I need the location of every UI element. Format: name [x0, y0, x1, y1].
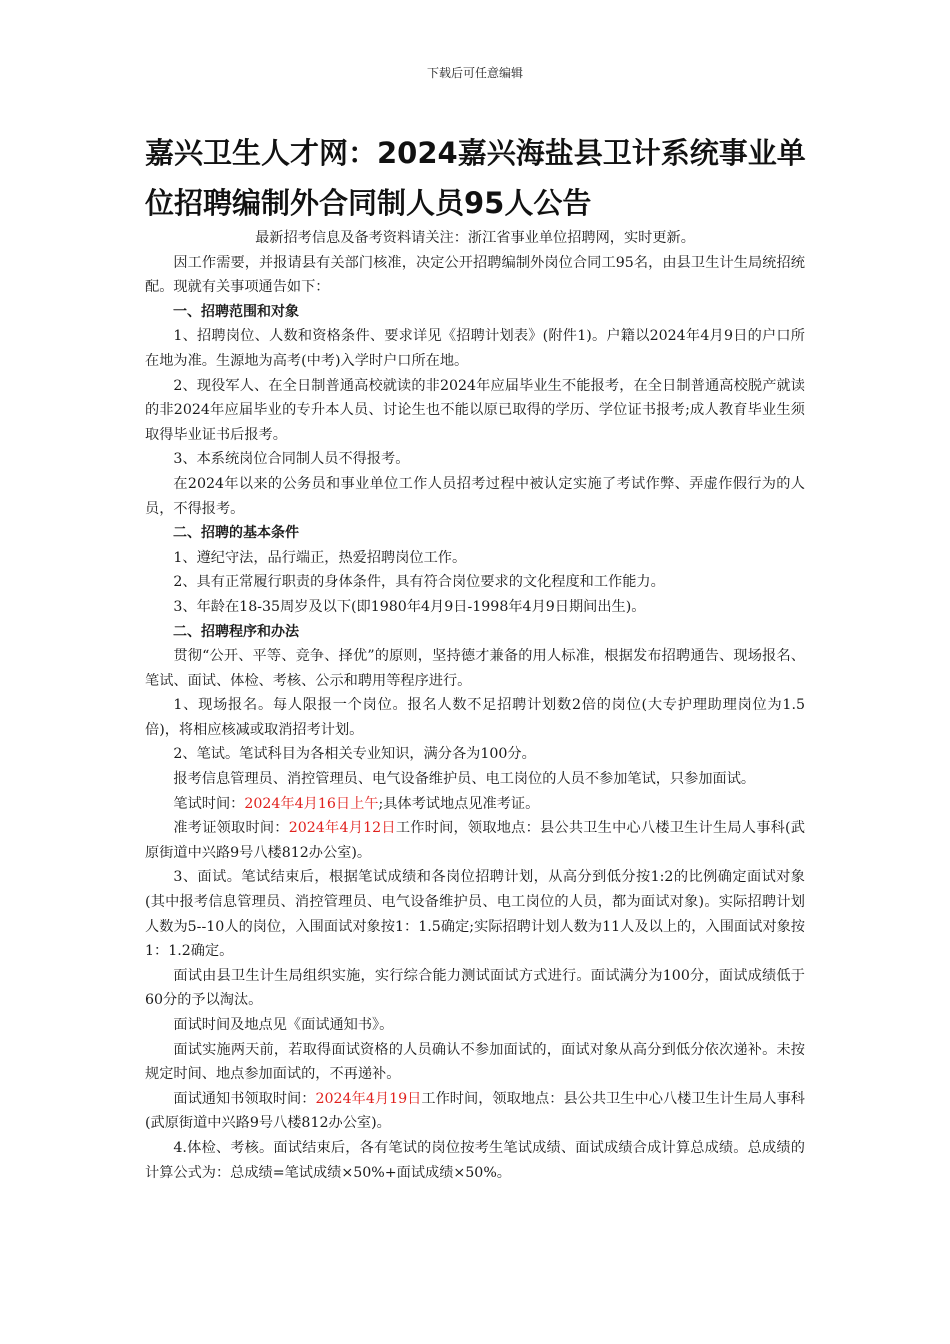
page-title: 嘉兴卫生人才网：2024嘉兴海盐县卫计系统事业单位招聘编制外合同制人员95人公告 — [145, 136, 806, 220]
paragraph-admission-ticket — [145, 816, 805, 865]
paragraph: 1、现场报名。每人限报一个岗位。报名人数不足招聘计划数2倍的岗位(大专护理助理岗位为1.5倍)，将相应核减或取消招考计划。 — [145, 697, 805, 738]
paragraph: 3、年龄在18-35周岁及以下(即1980年4月9日-1998年4月9日期间出生)。 — [173, 598, 646, 615]
header-note: 下载后可任意编辑 — [426, 66, 523, 80]
body-text: ;具体考试地点见准考证。 — [378, 795, 540, 812]
section-heading-3: 二、招聘程序和办法 — [173, 623, 299, 640]
section-heading-2: 二、招聘的基本条件 — [173, 525, 299, 542]
label-text: 笔试时间： — [173, 795, 245, 812]
section-heading-1: 一、招聘范围和对象 — [173, 303, 299, 320]
paragraph-interview-notice — [145, 1087, 805, 1136]
paragraph: 面试由县卫生计生局组织实施，实行综合能力测试面试方式进行。面试满分为100分，面试成绩低于60分的予以淘汰。 — [145, 967, 805, 1009]
paragraph: 面试时间及地点见《面试通知书》。 — [173, 1017, 394, 1033]
paragraph: 2、笔试。笔试科目为各相关专业知识，满分各为100分。 — [173, 746, 536, 763]
body-text: 工作时间，领取地点：县公共卫生中心八楼卫生计生局人事科(武原街道中兴路9号八楼812办公室)。 — [145, 1090, 805, 1132]
paragraph-written-exam-time — [145, 792, 805, 817]
highlight-date: 2024年4月12日 — [288, 820, 396, 837]
body-text: 工作时间，领取地点：县公共卫生中心八楼卫生计生局人事科(武原街道中兴路9号八楼812办公室)。 — [145, 820, 805, 861]
paragraph: 1、招聘岗位、人数和资格条件、要求详见《招聘计划表》(附件1)。户籍以2024年4月9日的户口所在地为准。生源地为高考(中考)入学时户口所在地。 — [145, 328, 805, 369]
highlight-date: 2024年4月19日 — [315, 1090, 422, 1107]
paragraph: 2、具有正常履行职责的身体条件，具有符合岗位要求的文化程度和工作能力。 — [173, 574, 665, 591]
paragraph: 3、面试。笔试结束后，根据笔试成绩和各岗位招聘计划，从高分到低分按1:2的比例确定面试对象(其中报考信息管理员、消控管理员、电气设备维护员、电工岗位的人员，都为面试对象)。实际招聘计划人数为5--10人的岗位，入围面试对象按1：1.5确定;实际招聘计划人数为11人及以上的，入围面试对象按1：1.2确定。 — [145, 869, 805, 960]
paragraph: 4.体检、考核。面试结束后，各有笔试的岗位按考生笔试成绩、面试成绩合成计算总成绩。总成绩的计算公式为：总成绩=笔试成绩×50%+面试成绩×50%。 — [145, 1139, 805, 1181]
document-body — [145, 226, 805, 1185]
paragraph: 贯彻“公开、平等、竞争、择优”的原则，坚持德才兼备的用人标准，根据发布招聘通告、现场报名、笔试、面试、体检、考核、公示和聘用等程序进行。 — [145, 648, 805, 689]
paragraph: 报考信息管理员、消控管理员、电气设备维护员、电工岗位的人员不参加笔试，只参加面试。 — [173, 771, 756, 788]
paragraph: 3、本系统岗位合同制人员不得报考。 — [173, 451, 410, 468]
paragraph: 2、现役军人、在全日制普通高校就读的非2024年应届毕业生不能报考，在全日制普通高校脱产就读的非2024年应届毕业的专升本人员、讨论生也不能以原已取得的学历、学位证书报考;成人教育毕业生须取得毕业证书后报考。 — [145, 377, 805, 443]
paragraph: 面试实施两天前，若取得面试资格的人员确认不参加面试的，面试对象从高分到低分依次递补。未按规定时间、地点参加面试的，不再递补。 — [145, 1041, 805, 1083]
paragraph: 1、遵纪守法，品行端正，热爱招聘岗位工作。 — [173, 549, 467, 566]
label-text: 面试通知书领取时间： — [173, 1090, 316, 1107]
paragraph: 在2024年以来的公务员和事业单位工作人员招考过程中被认定实施了考试作弊、弄虚作假行为的人员，不得报考。 — [145, 475, 805, 517]
paragraph-reason: 因工作需要，并报请县有关部门核准，决定公开招聘编制外岗位合同工95名，由县卫生计生局统招统配。现就有关事项通告如下： — [145, 254, 805, 296]
label-text: 准考证领取时间： — [173, 820, 289, 837]
intro-line: 最新招考信息及备考资料请关注：浙江省事业单位招聘网，实时更新。 — [255, 230, 695, 246]
highlight-date: 2024年4月16日上午 — [244, 795, 379, 812]
